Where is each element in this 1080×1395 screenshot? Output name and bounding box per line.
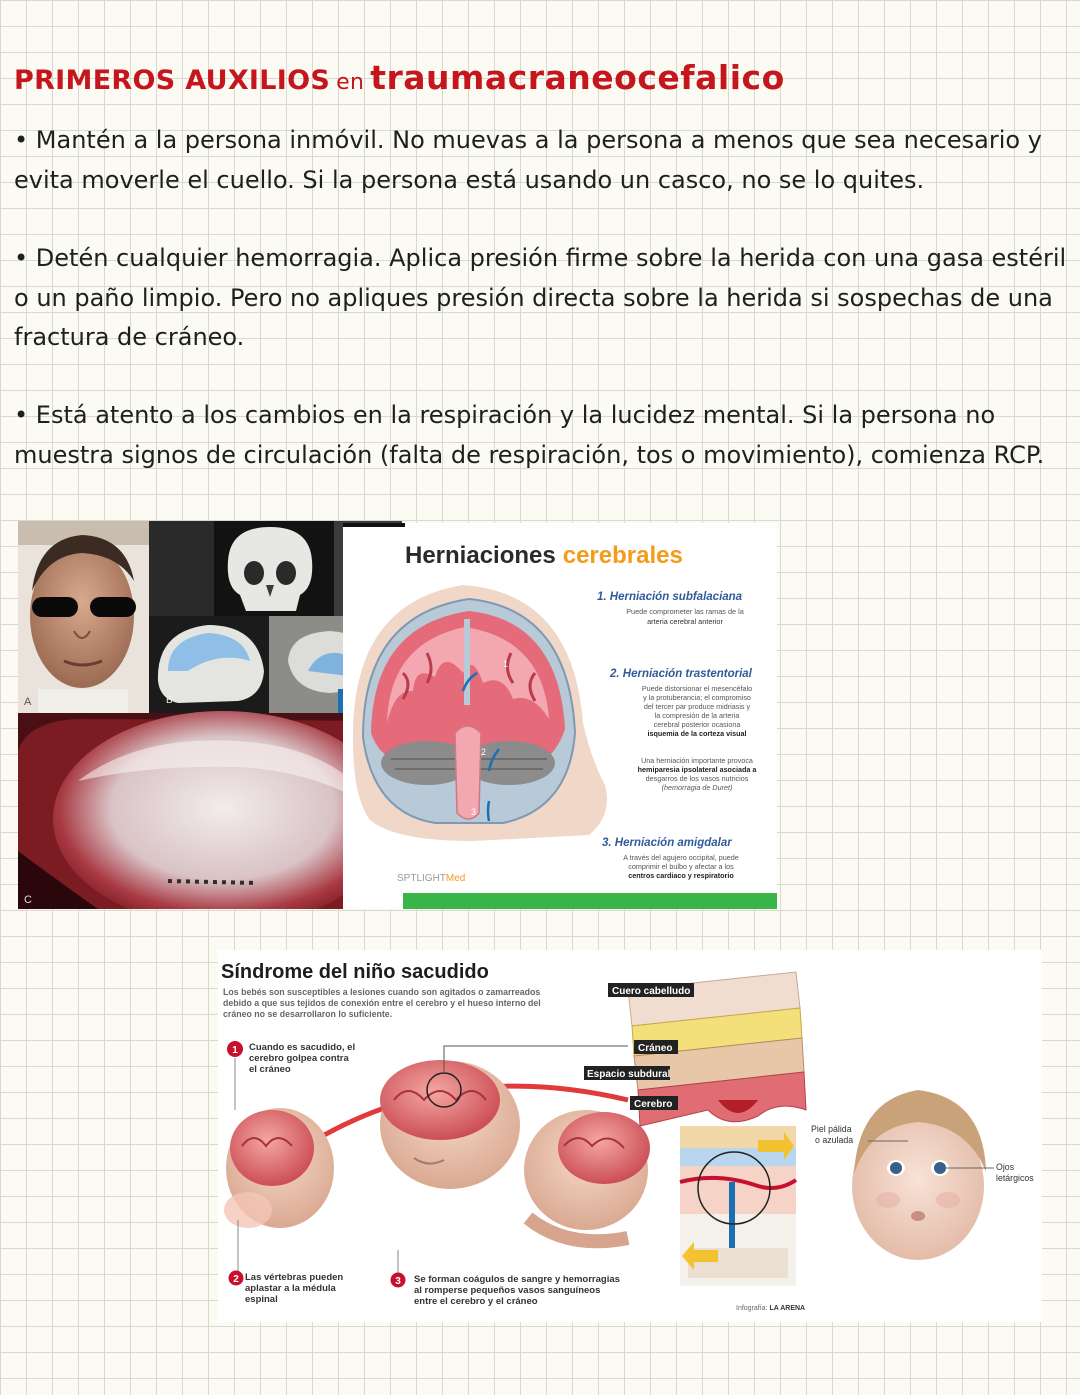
patient-face-photo	[18, 521, 149, 713]
spotlightmed-logo: SPTLIGHTMed	[397, 873, 466, 884]
title-part-2: en	[336, 70, 365, 95]
photo-label-b: B	[166, 695, 173, 706]
herniation-2-desc: del tercer par produce midriasis y	[643, 702, 751, 711]
step-2-text: Las vértebras pueden	[245, 1272, 344, 1283]
green-bar	[403, 893, 777, 909]
eye-censor-bar	[32, 597, 78, 617]
layer-label-subdural: Espacio subdural	[587, 1069, 671, 1080]
step-3-text: Se forman coágulos de sangre y hemorragias	[414, 1274, 620, 1285]
page-title	[14, 58, 785, 97]
baby-head-left	[224, 1108, 334, 1228]
eye-censor-bar	[90, 597, 136, 617]
herniation-2-desc: hemiparesia ipsolateral asociada a	[637, 765, 757, 774]
herniation-1-desc: arteria cerebral anterior	[647, 617, 723, 626]
first-aid-step-immobilize	[14, 121, 1074, 200]
herniation-2-desc: la compresión de la arteria	[654, 711, 740, 720]
herniation-2-desc: Puede distorsionar el mesencéfalo	[641, 684, 753, 693]
step-1-number: 1	[232, 1045, 238, 1056]
herniation-3-desc: centros cardiaco y respiratorio	[628, 871, 734, 880]
baby-head-center	[380, 1060, 520, 1189]
step-1-text: Cuando es sacudido, el	[249, 1042, 356, 1053]
layer-label-skull: Cráneo	[638, 1043, 673, 1054]
infographic-credit: Infografía: LA ARENA	[736, 1305, 806, 1312]
step-2-text: espinal	[245, 1294, 278, 1305]
paragraph-text: Detén cualquier hemorragia. Aplica presión firme sobre la herida con una gasa estéril o un paño limpio. Pero no apliques presión directa sobre la herida si sospechas de una fractura de cráneo.	[14, 244, 1067, 351]
shaken-intro: debido a que sus tejidos de conexión entre el cerebro y el hueso interno del	[223, 998, 541, 1008]
paragraph-text: Mantén a la persona inmóvil. No muevas a la persona a menos que sea necesario y evita moverle el cuello. Si la persona está usando un casco, no se lo quites.	[14, 126, 1042, 194]
step-2-number: 2	[233, 1274, 239, 1285]
step-3-text: entre el cerebro y el cráneo	[414, 1296, 538, 1307]
step-2-text: aplastar a la médula	[245, 1283, 336, 1294]
herniation-2-desc: (hemorragia de Duret)	[661, 783, 733, 792]
herniation-2-desc: isquemia de la corteza visual	[647, 729, 747, 738]
herniation-2-desc: cerebral posterior ocasiona	[653, 720, 741, 729]
brain-herniations-figure	[343, 523, 777, 909]
step-3-text: al romperse pequeños vasos sanguíneos	[414, 1285, 601, 1296]
herniation-2-desc: Una herniación importante provoca	[641, 756, 753, 765]
herniation-3-title: 3. Herniación amigdalar	[602, 837, 732, 849]
herniations-svg	[343, 523, 777, 909]
shaken-title: Síndrome del niño sacudido	[221, 961, 489, 983]
shaken-intro: Los bebés son susceptibles a lesiones cuando son agitados o zamarreados	[223, 987, 541, 997]
herniation-2-desc: desgarros de los vasos nutricios	[645, 774, 749, 783]
shaken-baby-svg	[218, 950, 1042, 1322]
title-part-3: traumacraneocefalico	[370, 58, 785, 97]
herniations-title: Herniaciones cerebrales	[405, 542, 683, 569]
bullet: •	[14, 126, 29, 154]
herniation-3-desc: comprimir el bulbo y afectar a los	[628, 862, 734, 871]
ruptured-vessel-detail	[680, 1126, 796, 1286]
bullet: •	[14, 401, 29, 429]
symptom-label-eyes: letárgicos	[996, 1173, 1034, 1183]
first-aid-step-breathing	[14, 396, 1074, 475]
herniation-marker-1: 1	[503, 659, 509, 669]
photo-label-a: A	[24, 696, 32, 708]
symptom-label-skin: Piel pálida	[811, 1124, 852, 1134]
herniation-2-desc: y la protuberancia; el compromiso	[643, 693, 751, 702]
step-1-text: cerebro golpea contra	[249, 1053, 349, 1064]
herniation-marker-3: 3	[471, 807, 477, 817]
paragraph-text: Está atento a los cambios en la respiración y la lucidez mental. Si la persona no muestra signos de circulación (falta de respiración, tos o movimiento), comienza RCP.	[14, 401, 1045, 469]
herniation-1-title: 1. Herniación subfalaciana	[597, 591, 743, 603]
shaken-intro: cráneo no se desarrollaron lo suficiente.	[223, 1009, 393, 1019]
title-part-1: PRIMEROS AUXILIOS	[14, 65, 331, 96]
shaken-baby-syndrome-infographic	[218, 950, 1042, 1322]
step-1-text: el cráneo	[249, 1064, 291, 1075]
symptom-label-eyes: Ojos	[996, 1162, 1015, 1172]
herniation-1-desc: Puede comprometer las ramas de la	[626, 607, 744, 616]
layer-label-brain: Cerebro	[634, 1099, 673, 1110]
bullet: •	[14, 244, 29, 272]
herniation-3-desc: A través del agujero occipital, puede	[623, 853, 739, 862]
step-3-number: 3	[395, 1276, 401, 1287]
layer-label-scalp: Cuero cabelludo	[612, 986, 691, 997]
herniation-2-title: 2. Herniación trastentorial	[610, 668, 752, 680]
symptom-label-skin: o azulada	[815, 1135, 854, 1145]
first-aid-step-bleeding	[14, 239, 1074, 358]
herniation-marker-2: 2	[481, 747, 487, 757]
photo-label-c: C	[24, 894, 32, 906]
